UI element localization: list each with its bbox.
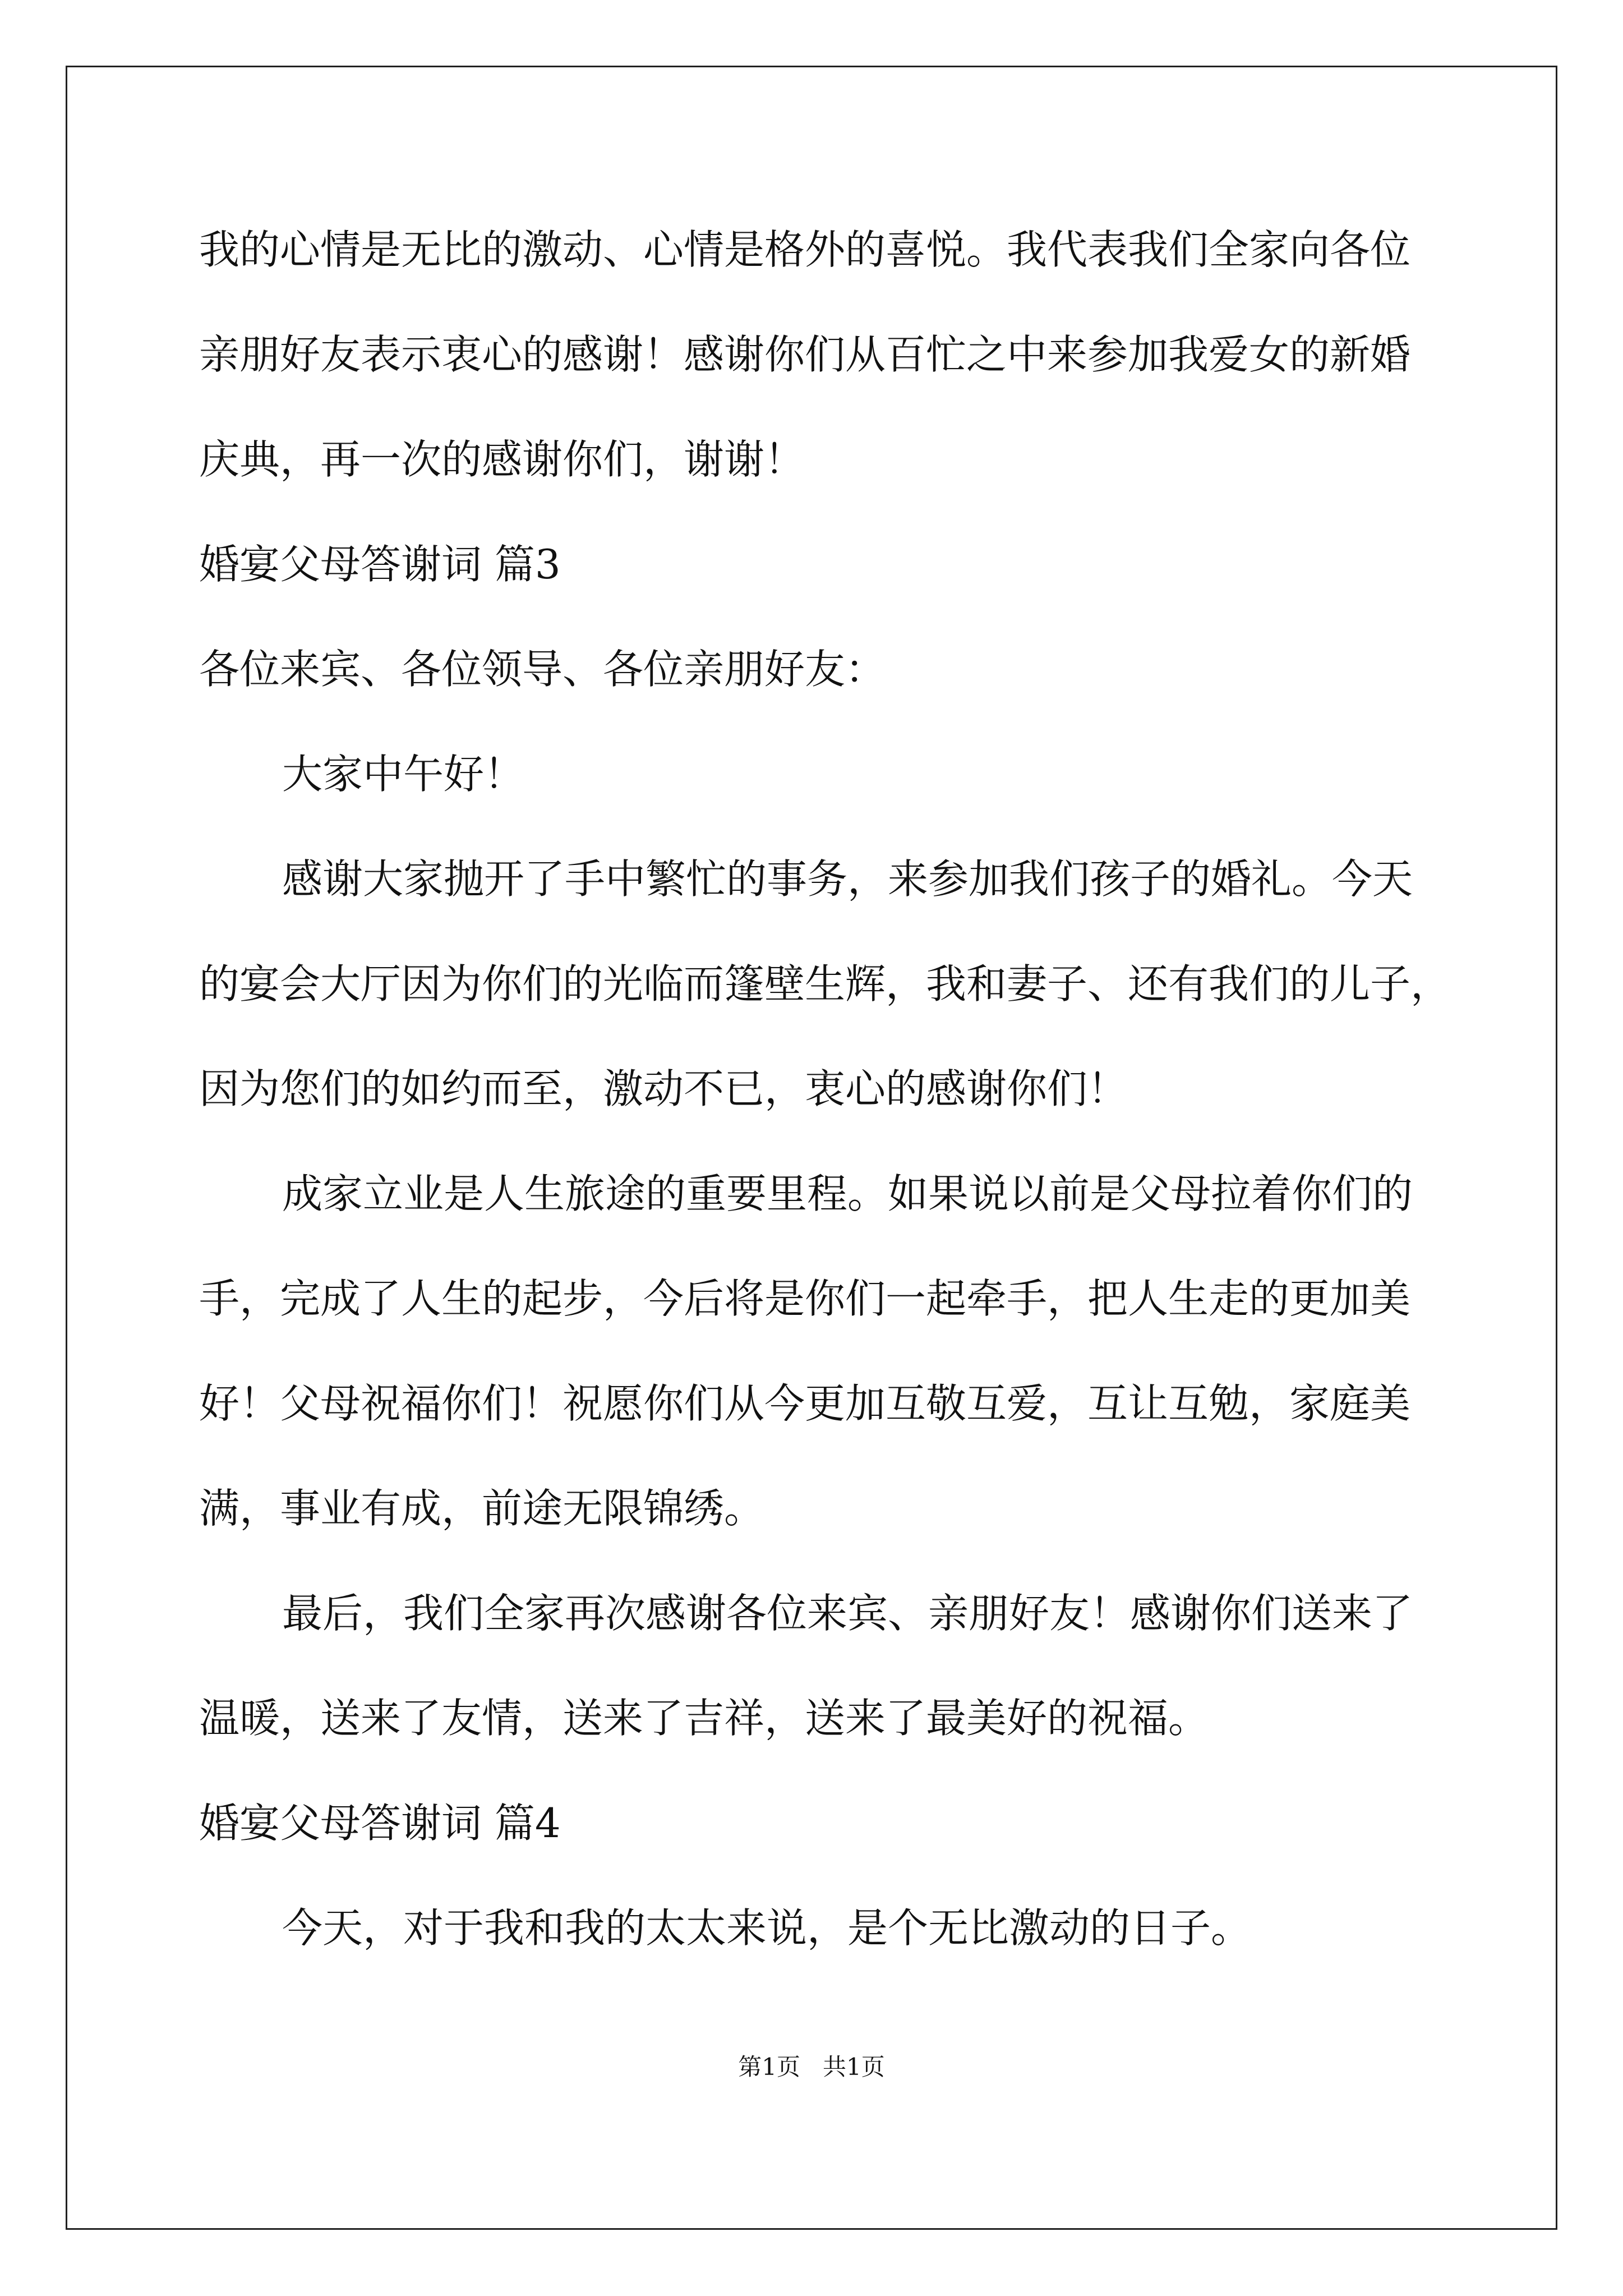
body-line: 手，完成了人生的起步，今后将是你们一起牵手，把人生走的更加美 [199, 1275, 1411, 1322]
salutation: 各位来宾、各位领导、各位亲朋好友： [199, 646, 886, 693]
greeting-line: 大家中午好！ [282, 751, 525, 798]
body-line: 好！父母祝福你们！祝愿你们从今更加互敬互爱，互让互勉，家庭美 [199, 1380, 1411, 1427]
section-heading: 婚宴父母答谢词 篇4 [199, 1800, 561, 1847]
paragraph-first-line: 成家立业是人生旅途的重要里程。如果说以前是父母拉着你们的 [282, 1170, 1413, 1217]
paragraph-first-line: 今天，对于我和我的太太来说，是个无比激动的日子。 [282, 1904, 1252, 1952]
paragraph-first-line: 感谢大家抛开了手中繁忙的事务，来参加我们孩子的婚礼。今天 [282, 855, 1413, 903]
document-body [199, 208, 1461, 1991]
page-number-footer: 第1页 共1页 [738, 2053, 885, 2081]
body-line: 满，事业有成，前途无限锦绣。 [199, 1485, 765, 1532]
section-heading: 婚宴父母答谢词 篇3 [199, 541, 561, 588]
body-line: 温暖，送来了友情，送来了吉祥，送来了最美好的祝福。 [199, 1695, 1209, 1742]
body-line: 因为您们的如约而至，激动不已，衷心的感谢你们！ [199, 1065, 1128, 1112]
body-line: 庆典，再一次的感谢你们，谢谢！ [199, 436, 805, 483]
body-line: 的宴会大厅因为你们的光临而篷壁生辉，我和妻子、还有我们的儿子， [199, 960, 1451, 1007]
paragraph-first-line: 最后，我们全家再次感谢各位来宾、亲朋好友！感谢你们送来了 [282, 1590, 1413, 1637]
body-line: 亲朋好友表示衷心的感谢！感谢你们从百忙之中来参加我爱女的新婚 [199, 331, 1411, 378]
body-line: 我的心情是无比的激动、心情是格外的喜悦。我代表我们全家向各位 [199, 226, 1411, 273]
